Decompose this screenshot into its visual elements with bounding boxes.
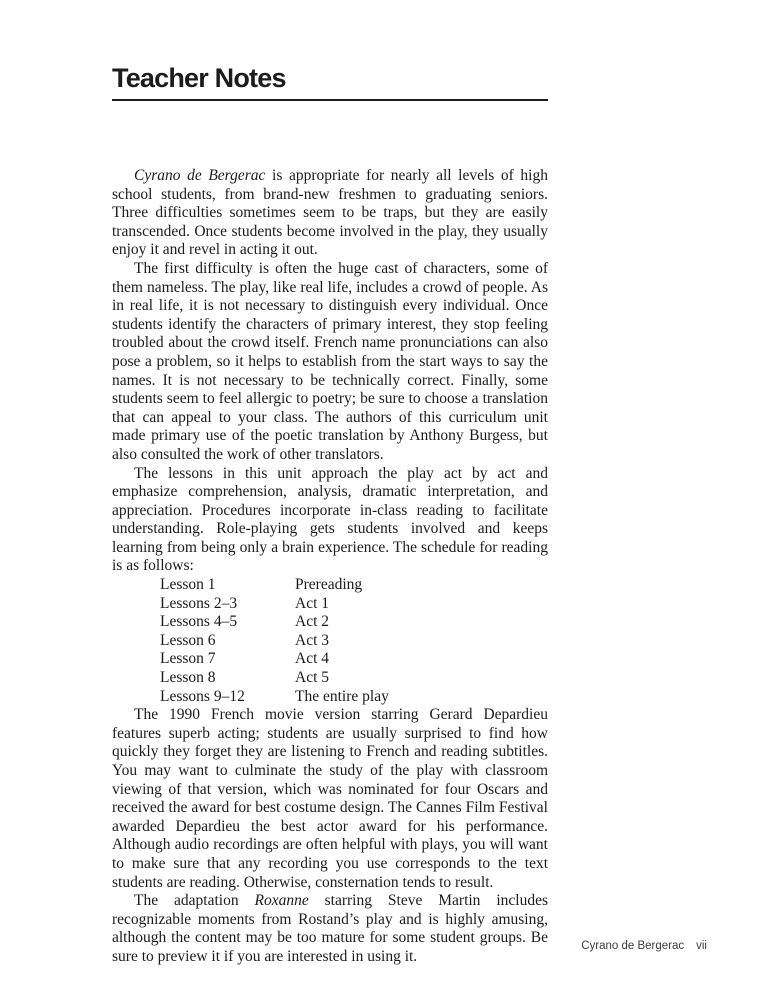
italic-text: Cyrano de Bergerac xyxy=(134,167,266,184)
text-segment: starring Steve Martin includes recognizable moments from Rostand’s play and is highly amusing, although the content may be too mature for some student groups. Be sure to preview it if you are interested in using it. xyxy=(112,892,548,965)
title-rule xyxy=(112,99,548,101)
body-content xyxy=(112,167,548,967)
schedule-reading-cell: Prereading xyxy=(295,576,363,594)
page-title: Teacher Notes xyxy=(112,63,286,93)
schedule-row xyxy=(160,669,548,688)
schedule-row xyxy=(160,632,548,651)
text-segment: is appropriate for nearly all levels of high school students, from brand-new freshmen to graduating seniors. Three difficulties sometimes seem to be traps, but they are easily transcended. Once students become involved in the play, they usually enjoy it and revel in acting it out. xyxy=(112,167,548,259)
title-block xyxy=(112,64,548,101)
schedule-lesson-cell: Lesson 8 xyxy=(160,669,216,687)
paragraph xyxy=(112,706,548,892)
text-segment: The lessons in this unit approach the play act by act and emphasize comprehension, analysis, dramatic interpretation, and appreciation. Procedures incorporate in-class reading to facilitate understanding. Role-playing gets students involved and keeps learning from being only a brain experience. The schedule for reading is as follows: xyxy=(112,464,548,575)
schedule-lesson-cell: Lessons 4–5 xyxy=(160,613,238,631)
text-segment: The 1990 French movie version starring Gerard Depardieu features superb acting; students are usually surprised to find how quickly they forget they are listening to French and reading subtitles. You may want to culminate the study of the play with classroom viewing of that version, which was nominated for four Oscars and received the award for best costume design. The Cannes Film Festival awarded Depardieu the best actor award for his performance. Although audio recordings are often helpful with plays, you will want to make sure that any recording you use corresponds to the text students are reading. Otherwise, consternation tends to result. xyxy=(112,706,548,891)
text-segment: The first difficulty is often the huge cast of characters, some of them nameless. The play, like real life, includes a crowd of people. As in real life, it is not necessary to distinguish every individual. Once students identify the characters of primary interest, they stop feeling troubled about the crowd itself. French name pronunciations can also pose a problem, so it helps to establish from the start ways to say the names. It is not necessary to be technically correct. Finally, some students seem to feel allergic to poetry; be sure to choose a translation that can appeal to your class. The authors of this curriculum unit made primary use of the poetic translation by Anthony Burgess, but also consulted the work of other translators. xyxy=(112,259,548,463)
schedule-lesson-cell: Lesson 6 xyxy=(160,631,216,649)
schedule-row xyxy=(160,650,548,669)
schedule-reading-cell: The entire play xyxy=(295,687,389,705)
paragraph xyxy=(112,260,548,465)
schedule-row xyxy=(160,595,548,614)
schedule-lesson-cell: Lesson 7 xyxy=(160,650,216,668)
text-segment: The adaptation xyxy=(134,892,255,910)
schedule-lesson-cell: Lesson 1 xyxy=(160,576,216,594)
paragraph xyxy=(112,892,548,966)
footer-page-number: vii xyxy=(696,940,707,952)
schedule-row xyxy=(160,613,548,632)
schedule-reading-cell: Act 3 xyxy=(295,631,330,649)
schedule-reading-cell: Act 5 xyxy=(295,669,330,687)
paragraph xyxy=(112,465,548,577)
reading-schedule xyxy=(160,576,548,706)
schedule-lesson-cell: Lessons 9–12 xyxy=(160,687,245,705)
italic-text: Roxanne xyxy=(254,892,309,910)
page-footer xyxy=(0,940,707,952)
schedule-reading-cell: Act 2 xyxy=(295,613,330,631)
schedule-lesson-cell: Lessons 2–3 xyxy=(160,594,238,612)
schedule-row xyxy=(160,688,548,707)
footer-book-title: Cyrano de Bergerac xyxy=(581,940,685,952)
paragraph xyxy=(112,167,548,260)
schedule-row xyxy=(160,576,548,595)
schedule-reading-cell: Act 1 xyxy=(295,594,330,612)
schedule-reading-cell: Act 4 xyxy=(295,650,330,668)
